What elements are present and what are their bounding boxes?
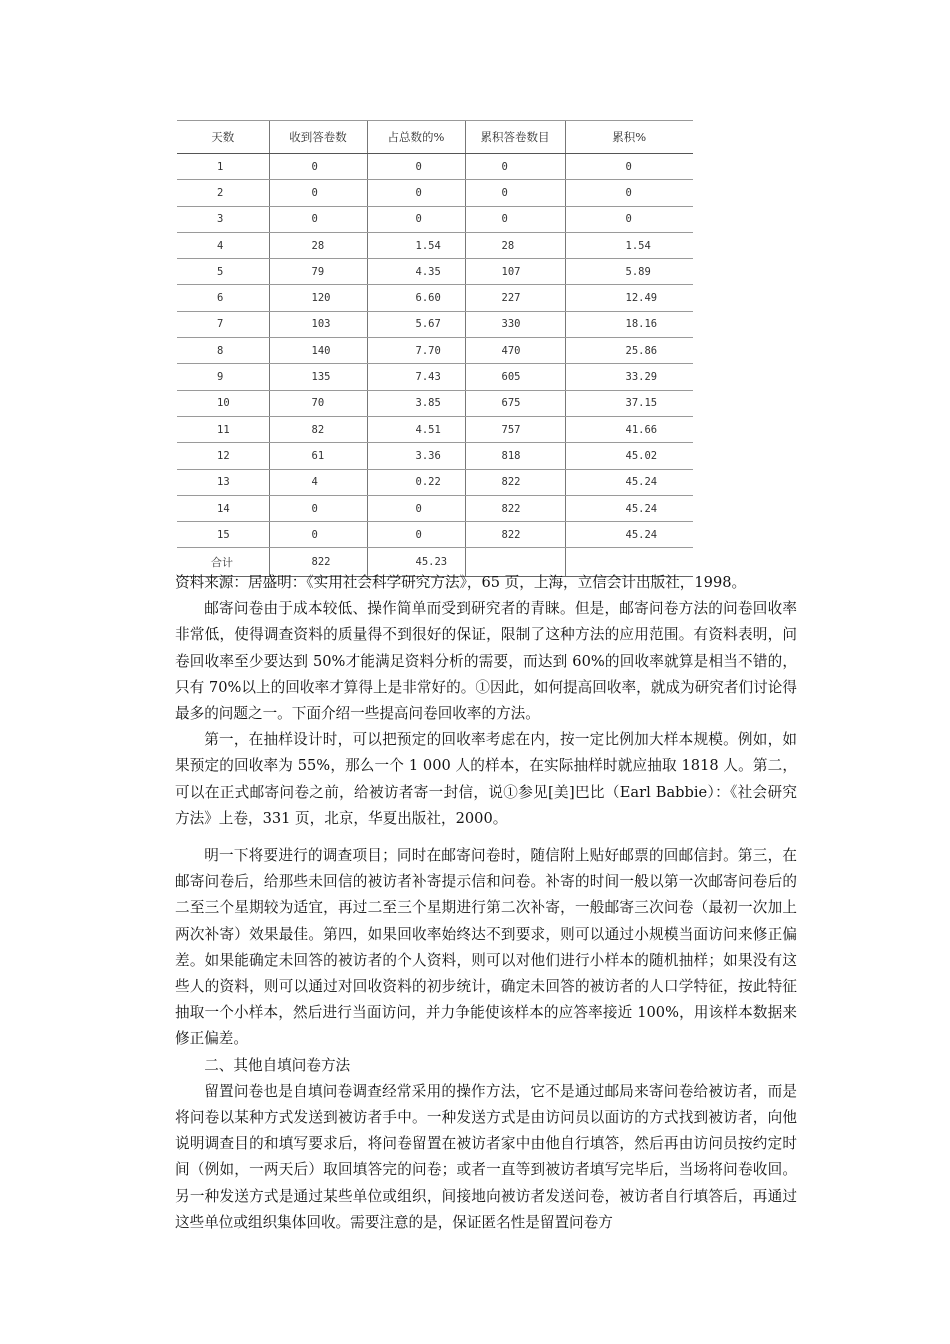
section-heading: 二、其他自填问卷方法 [204,1056,351,1074]
cell-received: 0 [269,522,367,548]
paragraph-1: 邮寄问卷由于成本较低、操作简单而受到研究者的青睐。但是，邮寄问卷方法的问卷回收率非常低，使得调查资料的质量得不到很好的保证，限制了这种方法的应用范围。有资料表明，问卷回收率至少要达到 50%才能满足资料分析的需要，而达到 60%的回收率就算是相当不错的，只有 70%以上的回收率才算得上是非常好的。①因此，如何提高回收率，就成为研究者们讨论得最多的问题之一。下面介绍一些提高问卷回收率的方法。 [175,600,797,723]
cell-percent: 1.54 [367,232,465,258]
cell-percent: 0 [367,180,465,206]
header-cumulative: 累积答卷数目 [465,121,565,154]
cell-received: 70 [269,390,367,416]
total-cell-percent: 45.23 [367,548,465,577]
cell-cumulative-percent: 12.49 [565,285,693,311]
table-row [177,285,693,311]
paragraph-4: 留置问卷也是自填问卷调查经常采用的操作方法，它不是通过邮局来寄问卷给被访者，而是将问卷以某种方式发送到被访者手中。一种发送方式是由访问员以面访的方式找到被访者，向他说明调查目的和填写要求后，将问卷留置在被访者家中由他自行填答，然后再由访问员按约定时间（例如，一两天后）取回填答完的问卷；或者一直等到被访者填写完毕后，当场将问卷收回。另一种发送方式是通过某些单位或组织，间接地向被访者发送问卷，被访者自行填答后，再通过这些单位或组织集体回收。需要注意的是，保证匿名性是留置问卷方 [175,1082,797,1231]
data-table [177,120,693,577]
cell-cumulative-percent: 45.02 [565,443,693,469]
table-row [177,469,693,495]
table-row [177,364,693,390]
cell-percent: 7.43 [367,364,465,390]
table-row [177,416,693,442]
cell-received: 120 [269,285,367,311]
cell-day: 1 [177,154,269,180]
cell-received: 140 [269,338,367,364]
cell-cumulative: 28 [465,232,565,258]
cell-cumulative-percent: 5.89 [565,259,693,285]
total-cell-day: 合计 [177,548,269,577]
cell-day: 8 [177,338,269,364]
cell-cumulative: 605 [465,364,565,390]
cell-cumulative-percent: 37.15 [565,390,693,416]
cell-cumulative: 757 [465,416,565,442]
cell-percent: 3.36 [367,443,465,469]
table-row [177,522,693,548]
cell-day: 15 [177,522,269,548]
cell-cumulative-percent: 0 [565,206,693,232]
table-row [177,154,693,180]
cell-received: 0 [269,495,367,521]
cell-percent: 5.67 [367,311,465,337]
table-row [177,259,693,285]
cell-received: 4 [269,469,367,495]
table-row [177,232,693,258]
cell-cumulative: 0 [465,206,565,232]
table-row [177,390,693,416]
cell-cumulative-percent: 18.16 [565,311,693,337]
cell-cumulative: 0 [465,180,565,206]
cell-cumulative: 675 [465,390,565,416]
cell-percent: 0.22 [367,469,465,495]
table-row [177,338,693,364]
cell-percent: 0 [367,206,465,232]
cell-cumulative-percent: 0 [565,154,693,180]
total-cell-received: 822 [269,548,367,577]
cell-day: 6 [177,285,269,311]
source-citation [175,570,797,832]
paragraph-3: 明一下将要进行的调查项目；同时在邮寄问卷时，随信附上贴好邮票的回邮信封。第三，在邮寄问卷后，给那些未回信的被访者补寄提示信和问卷。补寄的时间一般以第一次邮寄问卷后的二至三个星期较为适宜，再过二至三个星期进行第二次补寄，一般邮寄三次问卷（最初一次加上两次补寄）效果最佳。第四，如果回收率始终达不到要求，则可以通过小规模当面访问来修正偏差。如果能确定未回答的被访者的个人资料，则可以对他们进行小样本的随机抽样；如果没有这些人的资料，则可以通过对回收资料的初步统计，确定未回答的被访者的人口学特征，按此特征抽取一个小样本，然后进行当面访问，并力争能使该样本的应答率接近 100%，用该样本数据来修正偏差。 [175,847,797,1048]
response-table [177,120,693,577]
cell-day: 7 [177,311,269,337]
table-row [177,443,693,469]
cell-cumulative: 822 [465,469,565,495]
cell-day: 12 [177,443,269,469]
table-row [177,180,693,206]
cell-percent: 3.85 [367,390,465,416]
source-line: 资料来源：居盛明：《实用社会科学研究方法》，65 页，上海，立信会计出版社，1998。 [175,574,747,591]
cell-cumulative: 822 [465,495,565,521]
table-header-row [177,121,693,154]
cell-received: 0 [269,180,367,206]
cell-received: 79 [269,259,367,285]
cell-cumulative: 470 [465,338,565,364]
cell-cumulative-percent: 45.24 [565,522,693,548]
cell-cumulative: 227 [465,285,565,311]
body-text [175,843,797,1236]
cell-cumulative: 818 [465,443,565,469]
header-cumulative-percent: 累积% [565,121,693,154]
cell-day: 14 [177,495,269,521]
cell-day: 3 [177,206,269,232]
cell-cumulative-percent: 41.66 [565,416,693,442]
cell-day: 9 [177,364,269,390]
header-received: 收到答卷数 [269,121,367,154]
cell-day: 4 [177,232,269,258]
cell-received: 103 [269,311,367,337]
cell-received: 0 [269,206,367,232]
cell-percent: 7.70 [367,338,465,364]
cell-cumulative: 822 [465,522,565,548]
cell-received: 0 [269,154,367,180]
cell-cumulative: 107 [465,259,565,285]
cell-day: 5 [177,259,269,285]
cell-cumulative-percent: 45.24 [565,469,693,495]
cell-received: 82 [269,416,367,442]
cell-cumulative-percent: 1.54 [565,232,693,258]
cell-received: 28 [269,232,367,258]
table-row [177,206,693,232]
cell-day: 11 [177,416,269,442]
cell-cumulative-percent: 33.29 [565,364,693,390]
cell-day: 2 [177,180,269,206]
cell-percent: 0 [367,154,465,180]
cell-percent: 6.60 [367,285,465,311]
cell-cumulative-percent: 45.24 [565,495,693,521]
cell-cumulative-percent: 0 [565,180,693,206]
cell-received: 61 [269,443,367,469]
cell-percent: 4.35 [367,259,465,285]
table-row [177,495,693,521]
cell-cumulative: 330 [465,311,565,337]
cell-day: 13 [177,469,269,495]
cell-cumulative: 0 [465,154,565,180]
cell-day: 10 [177,390,269,416]
paragraph-2: 第一，在抽样设计时，可以把预定的回收率考虑在内，按一定比例加大样本规模。例如，如果预定的回收率为 55%，那么一个 1 000 人的样本，在实际抽样时就应抽取 1818 人。第二，可以在正式邮寄问卷之前，给被访者寄一封信，说①参见[美]巴比（Earl Babbie）：《社会研究方法》上卷，331 页，北京，华夏出版社，2000。 [175,731,797,827]
cell-received: 135 [269,364,367,390]
cell-cumulative-percent: 25.86 [565,338,693,364]
cell-percent: 0 [367,495,465,521]
cell-percent: 0 [367,522,465,548]
header-percent: 占总数的% [367,121,465,154]
table-row [177,311,693,337]
cell-percent: 4.51 [367,416,465,442]
header-days: 天数 [177,121,269,154]
